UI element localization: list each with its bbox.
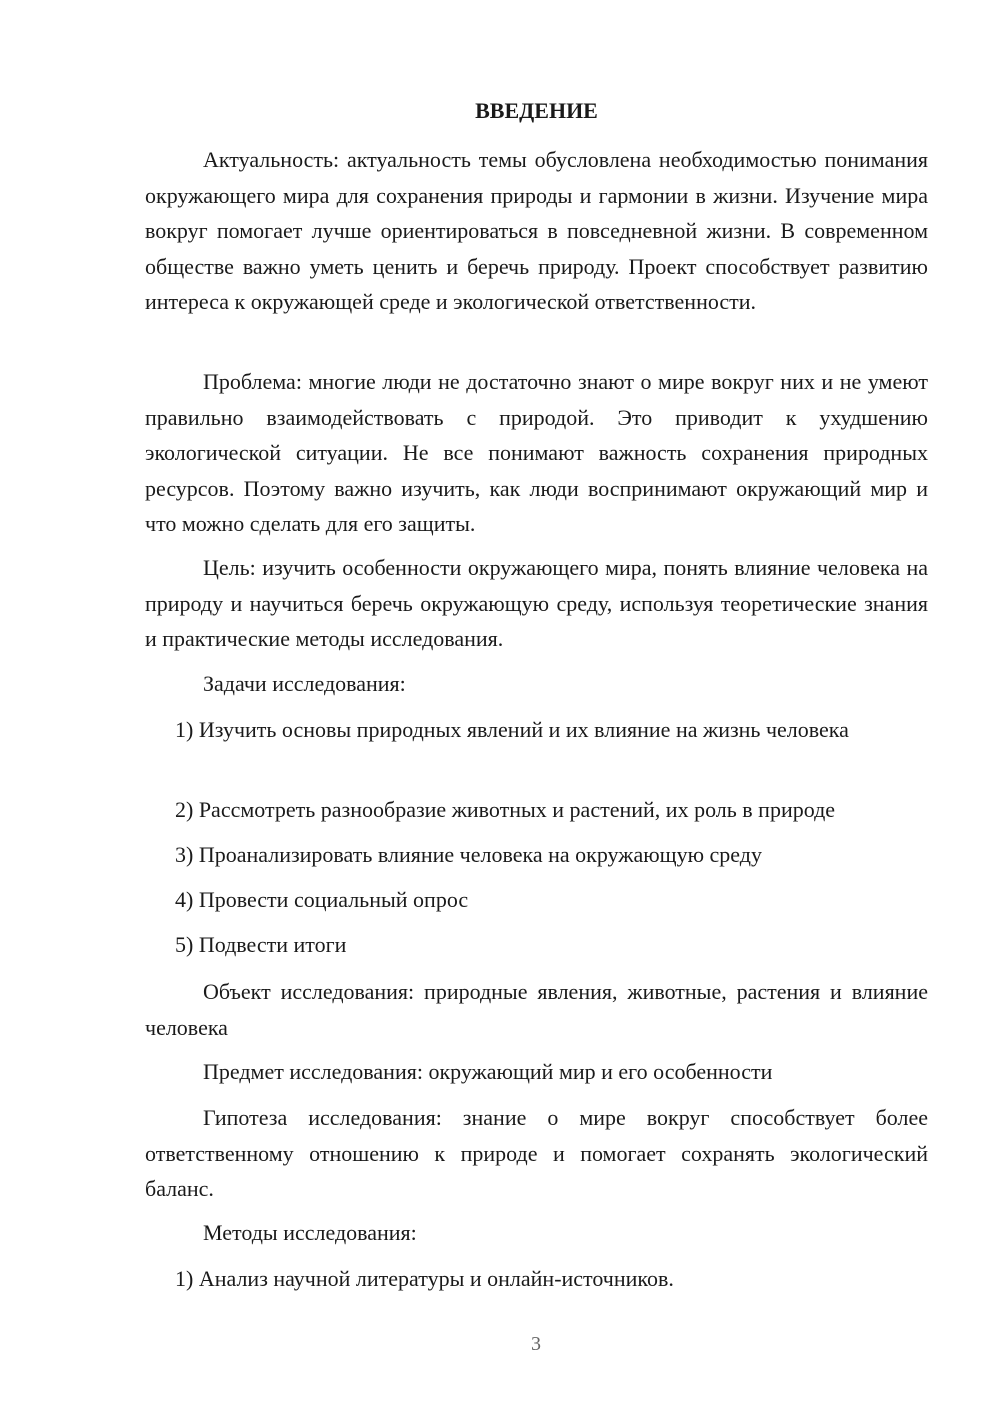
object-paragraph: Объект исследования: природные явления, животные, растения и влияние человека (145, 979, 928, 1040)
subject-paragraph: Предмет исследования: окружающий мир и его особенности (203, 1059, 773, 1084)
task-item-5: 5) Подвести итоги (175, 932, 347, 957)
task-item-4: 4) Провести социальный опрос (175, 887, 469, 912)
goal-paragraph: Цель: изучить особенности окружающего мира, понять влияние человека на природу и научиться беречь окружающую среду, используя теоретические знания и практические методы исследования. (145, 555, 928, 651)
page-number: 3 (531, 1333, 541, 1355)
task-item-3: 3) Проанализировать влияние человека на окружающую среду (175, 842, 762, 867)
hypothesis-paragraph: Гипотеза исследования: знание о мире вокруг способствует более ответственному отношению к природе и помогает сохранять экологический баланс. (145, 1105, 928, 1201)
task-item-1: 1) Изучить основы природных явлений и их влияние на жизнь человека (175, 717, 849, 742)
page-title: ВВЕДЕНИЕ (475, 98, 598, 123)
problem-paragraph: Проблема: многие люди не достаточно знают о мире вокруг них и не умеют правильно взаимодействовать с природой. Это приводит к ухудшению экологической ситуации. Не все понимают важность сохранения природных ресурсов. Поэтому важно изучить, как люди воспринимают окружающий мир и что можно сделать для его защиты. (145, 369, 928, 536)
methods-heading: Методы исследования: (203, 1220, 417, 1245)
tasks-heading: Задачи исследования: (203, 671, 406, 696)
method-item-1: 1) Анализ научной литературы и онлайн-источников. (175, 1266, 674, 1291)
task-item-2: 2) Рассмотреть разнообразие животных и растений, их роль в природе (175, 797, 836, 822)
relevance-paragraph: Актуальность: актуальность темы обусловлена необходимостью понимания окружающего мира для сохранения природы и гармонии в жизни. Изучение мира вокруг помогает лучше ориентироваться в повседневной жизни. В современном обществе важно уметь ценить и беречь природу. Проект способствует развитию интереса к окружающей среде и экологической ответственности. (145, 147, 928, 314)
